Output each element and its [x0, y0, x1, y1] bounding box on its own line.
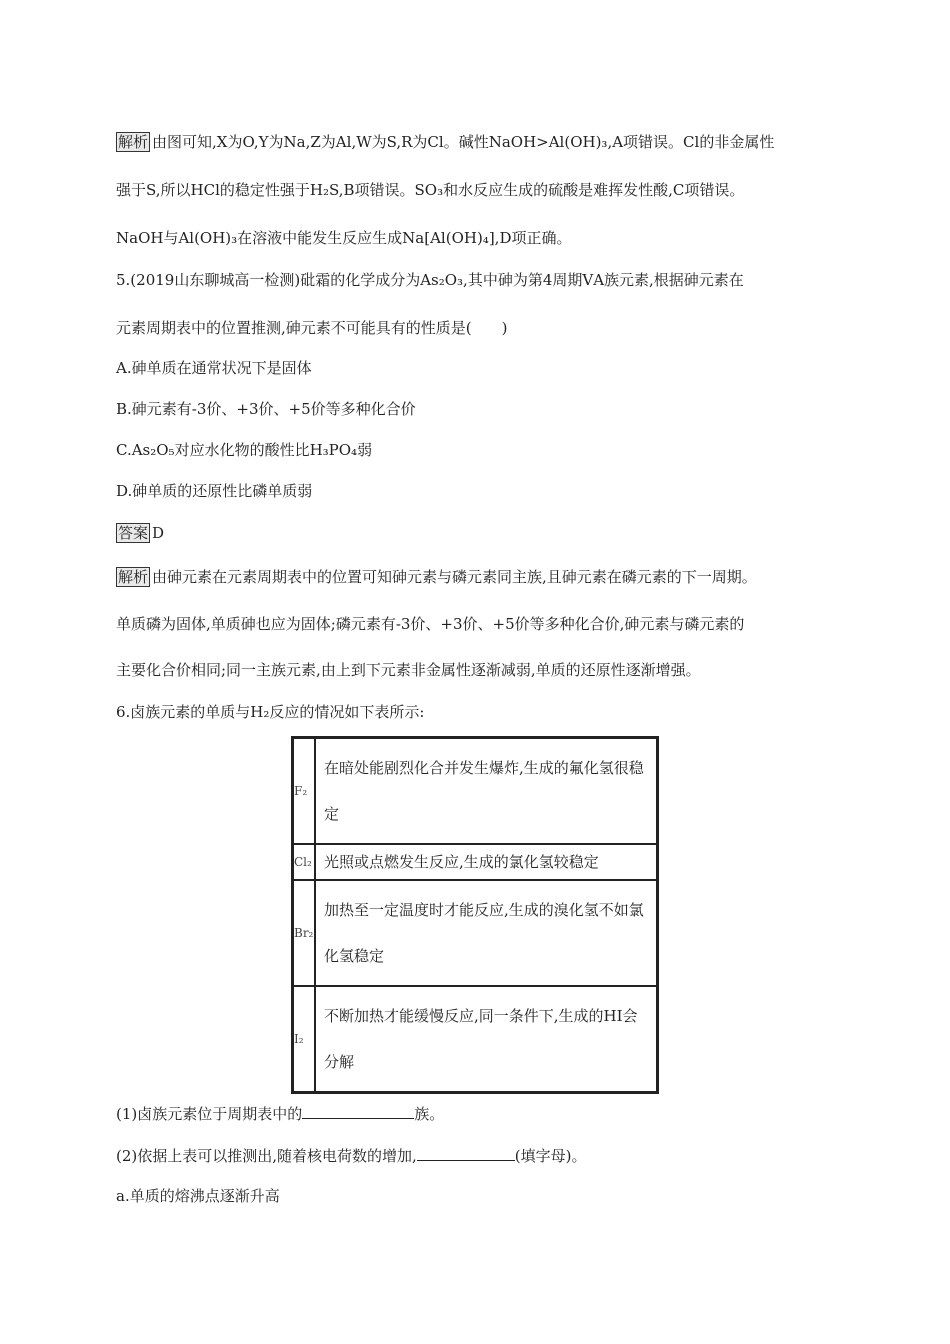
answer-blank[interactable]	[417, 1146, 515, 1161]
q6-option-a: a.单质的熔沸点逐渐升高	[116, 1187, 280, 1205]
q5-analysis-line2: 单质磷为固体,单质砷也应为固体;磷元素有-3价、+3价、+5价等多种化合价,砷元素与磷元素的	[116, 615, 745, 633]
element-cell: Cl₂	[293, 844, 316, 880]
q5-option-d: D.砷单质的还原性比磷单质弱	[116, 482, 313, 500]
q5-option-a: A.砷单质在通常状况下是固体	[116, 359, 312, 377]
q4-analysis-line1: 解析 由图可知,X为O,Y为Na,Z为Al,W为S,R为Cl。碱性NaOH>Al(OH)₃,A项错误。Cl的非金属性	[118, 133, 775, 151]
q6-sub2: (2)依据上表可以推测出,随着核电荷数的增加, (填字母)。	[116, 1147, 587, 1165]
element-cell: Br₂	[293, 880, 316, 986]
q6-stem: 6.卤族元素的单质与H₂反应的情况如下表所示:	[116, 703, 425, 721]
q4-analysis-line2: 强于S,所以HCl的稳定性强于H₂S,B项错误。SO₃和水反应生成的硫酸是难挥发性酸,C项错误。	[116, 181, 745, 199]
answer-value: D	[152, 524, 165, 542]
description-cell: 加热至一定温度时才能反应,生成的溴化氢不如氯化氢稳定	[315, 880, 658, 986]
q5-analysis-line1: 解析 由砷元素在元素周期表中的位置可知砷元素与磷元素同主族,且砷元素在磷元素的下一周期。	[118, 568, 757, 586]
q5-option-b: B.砷元素有-3价、+3价、+5价等多种化合价	[116, 400, 416, 418]
q5-option-c: C.As₂O₅对应水化物的酸性比H₃PO₄弱	[116, 441, 373, 459]
description-cell: 不断加热才能缓慢反应,同一条件下,生成的HI会分解	[315, 986, 658, 1093]
q5-stem-line2: 元素周期表中的位置推测,砷元素不可能具有的性质是( )	[116, 319, 508, 337]
halogen-table	[291, 736, 659, 1094]
table-row	[293, 880, 658, 986]
table-row	[293, 844, 658, 880]
analysis-tag: 解析	[118, 568, 149, 586]
description-cell: 光照或点燃发生反应,生成的氯化氢较稳定	[315, 844, 658, 880]
analysis-tag: 解析	[118, 133, 149, 151]
element-cell: I₂	[293, 986, 316, 1093]
q6-sub1: (1)卤族元素位于周期表中的 族。	[116, 1105, 445, 1123]
q5-stem-line1: 5.(2019山东聊城高一检测)砒霜的化学成分为As₂O₃,其中砷为第4周期ⅤA族元素,根据砷元素在	[116, 271, 744, 289]
element-cell: F₂	[293, 738, 316, 845]
q5-analysis-line3: 主要化合价相同;同一主族元素,由上到下元素非金属性逐渐减弱,单质的还原性逐渐增强。	[116, 661, 701, 679]
description-cell: 在暗处能剧烈化合并发生爆炸,生成的氟化氢很稳定	[315, 738, 658, 845]
answer-tag: 答案	[118, 524, 149, 542]
table-row	[293, 986, 658, 1093]
answer-blank[interactable]	[302, 1104, 414, 1119]
q5-answer	[116, 523, 164, 543]
table-row	[293, 738, 658, 845]
q4-analysis-line3: NaOH与Al(OH)₃在溶液中能发生反应生成Na[Al(OH)₄],D项正确。	[116, 229, 572, 247]
